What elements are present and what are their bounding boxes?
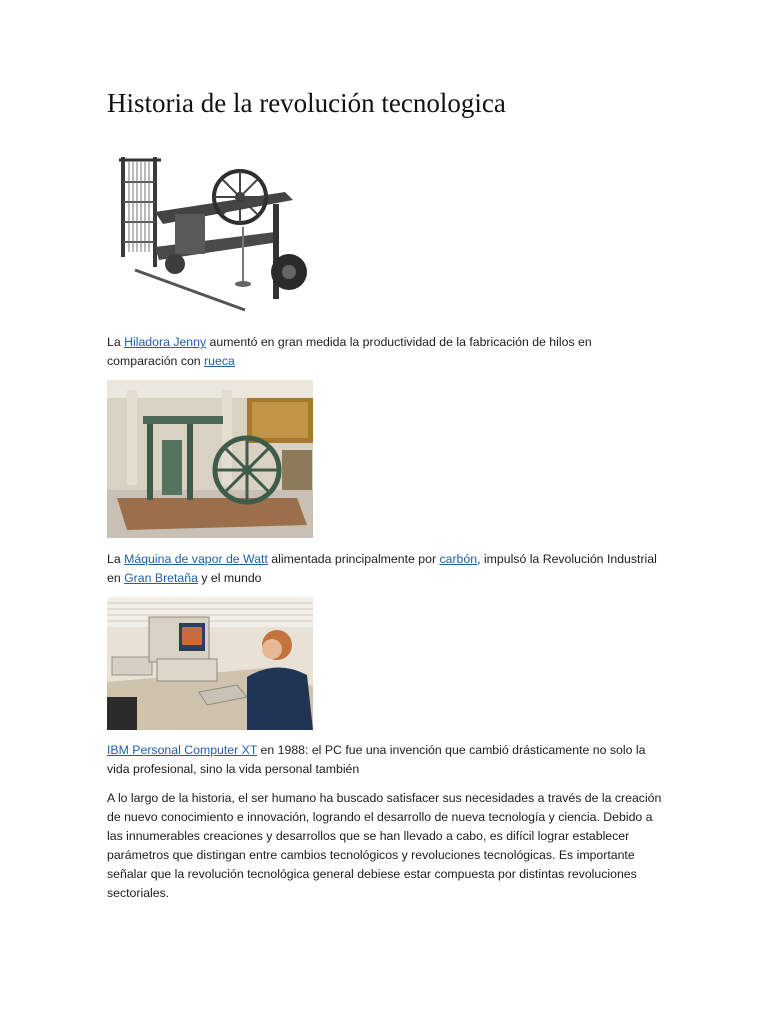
caption-text: , impulsó la Revolución Industrial en — [107, 552, 657, 585]
caption-watt-engine — [107, 550, 663, 588]
link-gran-bretana[interactable]: Gran Bretaña — [124, 571, 198, 585]
caption-spinning-jenny — [107, 333, 663, 371]
spinning-jenny-image — [115, 152, 315, 317]
body-paragraph: A lo largo de la historia, el ser humano ha buscado satisfacer sus necesidades a través de la creación de nuevo conocimiento e innovación, logrando el desarrollo de nueva tecnología y ciencia. Debido a las innumerables creaciones y desarrollos que se han llevado a cabo, es difícil lograr establecer parámetros que distingan entre cambios tecnológicos y revoluciones tecnológicas. Es importante señalar que la revolución tecnológica general debiese estar compuesta por distintas revoluciones sectoriales. — [107, 791, 662, 900]
watt-steam-engine-image — [107, 380, 313, 538]
caption-text: La — [107, 335, 125, 349]
page-title: Historia de la revolución tecnologica — [107, 88, 506, 118]
link-carbon[interactable]: carbón — [439, 552, 478, 566]
caption-text: La — [107, 552, 125, 566]
caption-text: alimentada principalmente por — [267, 552, 440, 566]
caption-text: y el mundo — [197, 571, 262, 585]
link-hiladora-jenny[interactable]: Hiladora Jenny — [124, 335, 207, 349]
caption-text: aumentó en gran medida la productividad de la fabricación de hilos en comparación con — [107, 335, 592, 368]
caption-ibm-pc — [107, 741, 663, 779]
link-ibm-personal-computer-xt[interactable]: IBM Personal Computer XT — [107, 743, 258, 757]
link-maquina-vapor-watt[interactable]: Máquina de vapor de Watt — [124, 552, 268, 566]
caption-text: en 1988: el PC fue una invención que cambió drásticamente no solo la vida profesional, sino la vida personal también — [107, 743, 646, 776]
ibm-pc-xt-image — [107, 597, 313, 730]
link-rueca[interactable]: rueca — [204, 354, 235, 368]
